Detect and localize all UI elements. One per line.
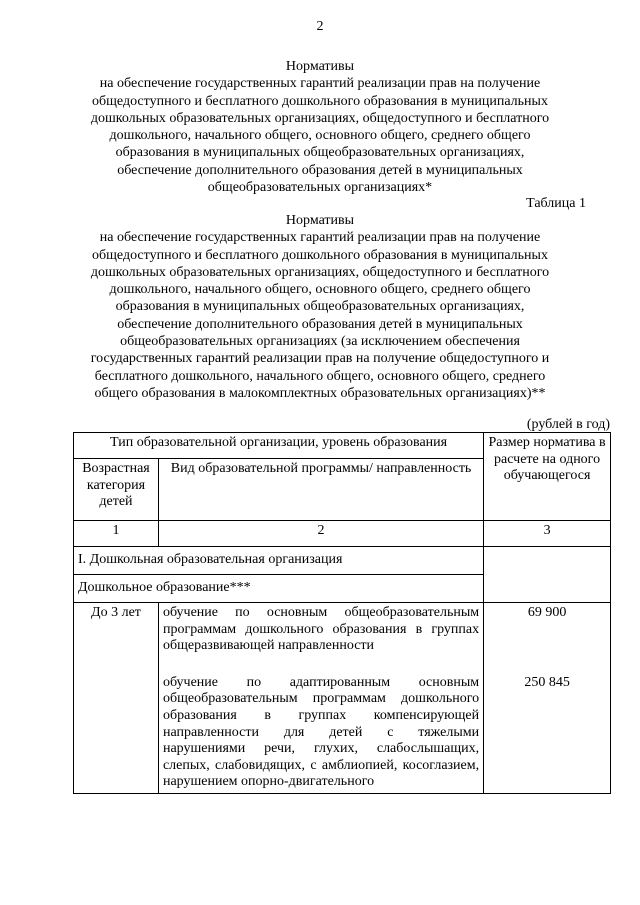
section-org: I. Дошкольная образовательная организация	[74, 547, 484, 575]
col-num-2: 2	[158, 521, 483, 547]
page-number: 2	[316, 19, 324, 34]
heading-2-line: дошкольного, начального общего, основного общего, среднего общего	[109, 282, 531, 298]
heading-2-line: обеспечение дополнительного образования детей в муниципальных	[117, 316, 523, 332]
heading-2-line: образования в муниципальных общеобразовательных организациях,	[115, 299, 525, 315]
header-size: Размер норматива в расчете на одного обучающегося	[484, 433, 611, 521]
col-num-1: 1	[74, 521, 159, 547]
heading-1-line: дошкольного, начального общего, основного общего, среднего общего	[109, 128, 531, 144]
heading-1-line: образования в муниципальных общеобразовательных организациях,	[115, 145, 525, 161]
heading-1-title: Нормативы	[285, 59, 355, 74]
header-type: Тип образовательной организации, уровень образования	[74, 433, 484, 459]
heading-2-title: Нормативы	[285, 213, 355, 228]
heading-2-line: дошкольных образовательных организациях, общедоступного и бесплатного	[90, 264, 550, 280]
heading-2-line: на обеспечение государственных гарантий реализации прав на получение	[99, 230, 541, 246]
table-label: Таблица 1	[526, 196, 586, 211]
value-cell: 69 900	[484, 603, 611, 673]
section-level: Дошкольное образование***	[74, 575, 484, 603]
col-num-3: 3	[484, 521, 611, 547]
heading-1	[70, 58, 570, 196]
heading-1-line: общедоступного и бесплатного дошкольного образования в муниципальных	[92, 93, 548, 109]
heading-1-line: общеобразовательных организациях*	[207, 180, 433, 196]
header-program: Вид образовательной программы/ направленность	[158, 459, 483, 521]
program-cell: обучение по основным общеобразовательным программам дошкольного образования в группах общеразвивающей направленности	[158, 603, 483, 673]
heading-2-line: общего образования в малокомплектных образовательных организациях)**	[94, 385, 546, 401]
units-label: (рублей в год)	[526, 417, 610, 432]
heading-2-line: государственных гарантий реализации прав на получение общедоступного и	[90, 351, 550, 367]
heading-2	[70, 212, 570, 402]
value-cell: 250 845	[484, 673, 611, 794]
section-empty-cell	[484, 547, 611, 603]
age-group-cell: До 3 лет	[74, 603, 159, 794]
heading-2-line: бесплатного дошкольного, начального общего, основного общего, среднего	[94, 368, 546, 384]
program-cell: обучение по адаптированным основным общеобразовательным программам дошкольного образования в группах компенсирующей направленности для детей с тяжелыми нарушениями речи, глухих, слабослышащих, слепых, слабовидящих, с амблиопией, косоглазием, нарушением опорно-двигательного	[158, 673, 483, 794]
norms-table	[73, 432, 611, 794]
heading-2-line: общеобразовательных организациях (за исключением обеспечения	[120, 334, 520, 350]
header-age: Возрастная категория детей	[74, 459, 159, 521]
heading-2-line: общедоступного и бесплатного дошкольного образования в муниципальных	[92, 247, 548, 263]
heading-1-line: на обеспечение государственных гарантий реализации прав на получение	[99, 76, 541, 92]
heading-1-line: дошкольных образовательных организациях, общедоступного и бесплатного	[90, 110, 550, 126]
heading-1-line: обеспечение дополнительного образования детей в муниципальных	[117, 162, 523, 178]
